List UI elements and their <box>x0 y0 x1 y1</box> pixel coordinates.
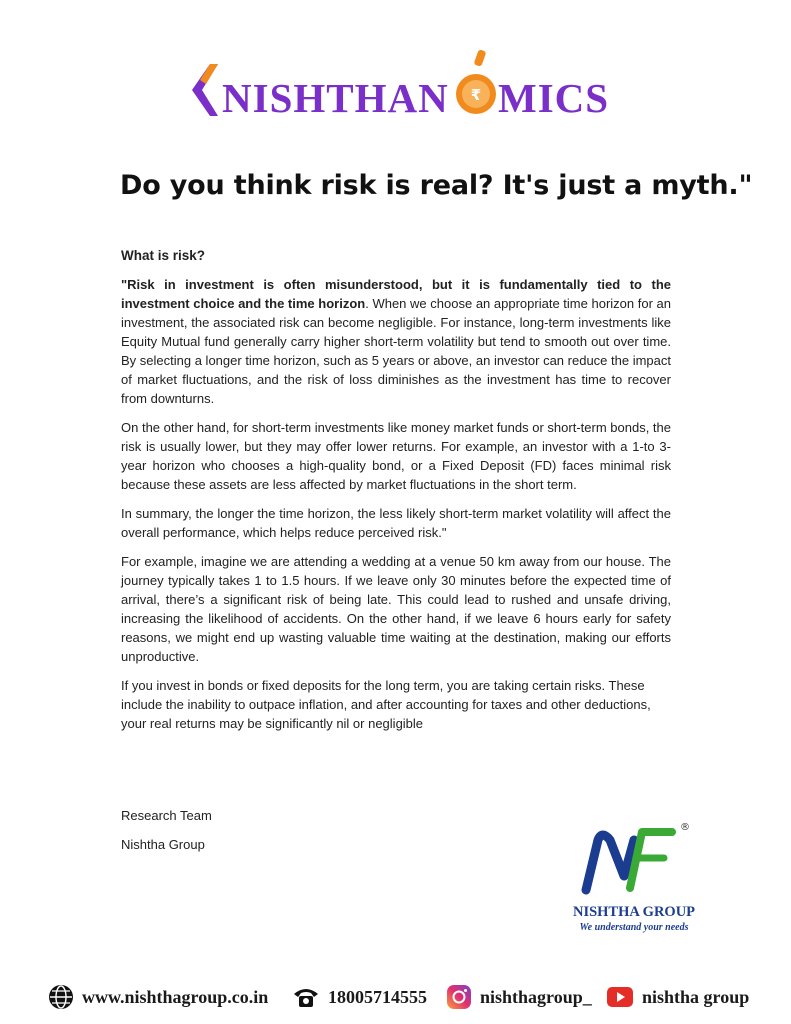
paragraph-3: In summary, the longer the time horizon, the less likely short-term market volatility will affect the overall performance, which helps reduce perceived risk." <box>121 506 671 540</box>
signature <box>121 806 212 864</box>
logo-text-right: MICS <box>498 75 610 121</box>
footer-website[interactable] <box>48 984 268 1010</box>
website-text: www.nishthagroup.co.in <box>82 986 269 1007</box>
logo-text-left: NISHTHAN <box>222 75 449 121</box>
paragraph-1-bold: "Risk in investment is often misunderstood, but it is fundamentally tied to the investment choice and the time horizon <box>121 277 671 311</box>
signature-team: Research Team <box>121 808 212 823</box>
footer-youtube[interactable] <box>606 984 749 1010</box>
footer <box>48 980 758 1012</box>
footer-phone[interactable] <box>292 984 427 1010</box>
youtube-text: nishtha group <box>642 986 750 1007</box>
paragraph-1-rest: . When we choose an appropriate time horizon for an investment, the associated risk can become negligible. For instance, long-term investments like Equity Mutual fund generally carry higher short-term volatility but tend to smooth out over time. By selecting a longer time horizon, such as 5 years or above, an investor can reduce the impact of market fluctuations, and the risk of loss diminishes as the investment has time to recover from downturns. <box>121 296 672 406</box>
paragraph-5: If you invest in bonds or fixed deposits for the long term, you are taking certain risks. These include the inability to outpace inflation, and after accounting for taxes and other deductions, your real returns may be significantly nil or negligible <box>121 678 651 731</box>
nishtha-group-logo <box>568 818 700 938</box>
nishthanomics-logo <box>188 50 608 134</box>
headline: Do you think risk is real? It's just a myth." <box>120 170 753 201</box>
paragraph-1 <box>121 275 671 408</box>
paragraph-4: For example, imagine we are attending a wedding at a venue 50 km away from our house. The journey typically takes 1 to 1.5 hours. If we leave only 30 minutes before the expected time of arrival, there’s a significant risk of being late. This could lead to rushed and unsafe driving, increasing the likelihood of accidents. On the other hand, if we leave 6 hours early for safety reasons, we might end up wasting valuable time waiting at the destination, making our efforts unproductive. <box>121 554 671 664</box>
nf-monogram-icon <box>568 818 700 906</box>
article-body <box>121 246 671 743</box>
phone-text: 18005714555 <box>328 986 427 1007</box>
group-tagline: We understand your needs <box>579 922 689 933</box>
rupee-coin-icon <box>454 50 498 134</box>
footer-instagram[interactable] <box>446 984 592 1010</box>
instagram-text: nishthagroup_ <box>480 986 592 1007</box>
youtube-icon <box>606 986 634 1008</box>
phone-icon <box>292 985 320 1009</box>
rupee-symbol: ₹ <box>470 86 482 104</box>
signature-group: Nishtha Group <box>121 837 205 852</box>
instagram-icon <box>446 984 472 1010</box>
section-heading: What is risk? <box>121 248 206 263</box>
paragraph-2: On the other hand, for short-term investments like money market funds or short-term bonds, the risk is usually lower, but they may offer lower returns. For example, an investor with a 1-to 3-year horizon who chooses a high-quality bond, or a Fixed Deposit (FD) faces minimal risk because these assets are less affected by market fluctuations in the short term. <box>121 420 671 492</box>
globe-icon <box>48 984 74 1010</box>
group-name: NISHTHA GROUP <box>572 904 696 920</box>
registered-mark: ® <box>680 822 690 833</box>
